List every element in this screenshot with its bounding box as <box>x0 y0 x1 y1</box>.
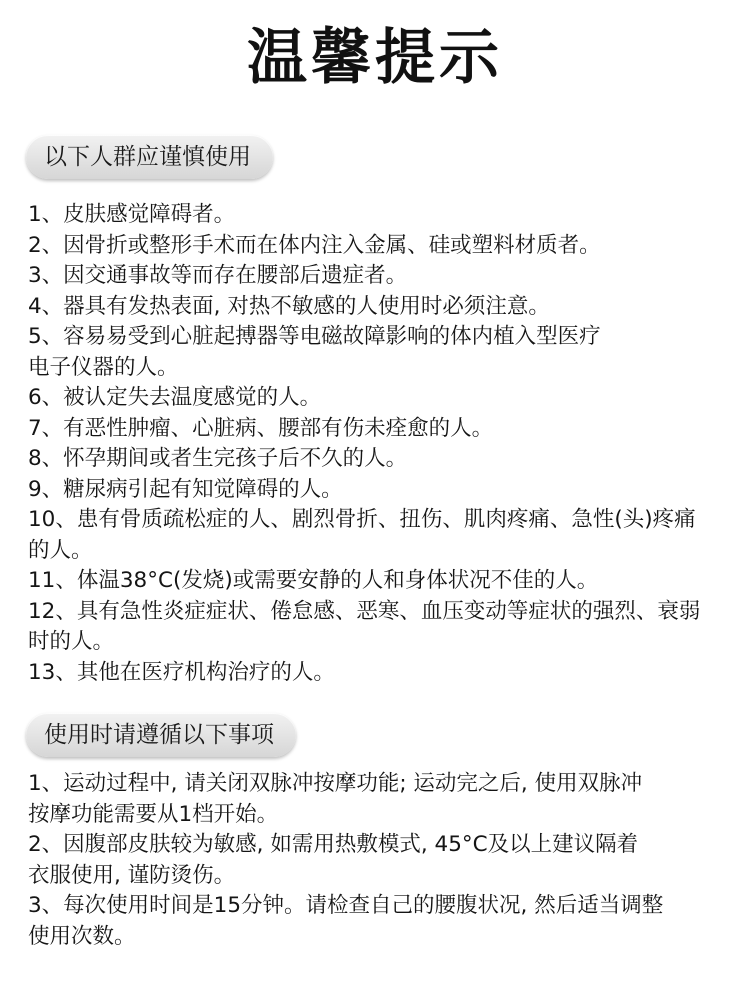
caution-item-12: 12、具有急性炎症症状、倦怠感、恶寒、血压变动等症状的强烈、衰弱 时的人。 <box>28 598 701 654</box>
section-header-usage: 使用时请遵循以下事项 <box>26 713 296 757</box>
caution-item-11: 11、体温38°C(发烧)或需要安静的人和身体状况不佳的人。 <box>28 568 599 593</box>
section-header-caution: 以下人群应谨慎使用 <box>26 135 273 179</box>
caution-item-7: 7、有恶性肿瘤、心脏病、腰部有伤未痊愈的人。 <box>28 415 494 441</box>
caution-item-1: 1、皮肤感觉障碍者。 <box>28 202 236 227</box>
caution-item-5: 5、容易易受到心脏起搏器等电磁故障影响的体内植入型医疗 电子仪器的人。 <box>28 324 601 380</box>
caution-item-4: 4、器具有发热表面, 对热不敏感的人使用时必须注意。 <box>28 293 550 319</box>
usage-item-1: 1、运动过程中, 请关闭双脉冲按摩功能; 运动完之后, 使用双脉冲 按摩功能需要从1档开始。 <box>28 771 643 827</box>
caution-item-10: 10、患有骨质疏松症的人、剧烈骨折、扭伤、肌肉疼痛、急性(头)疼痛 的人。 <box>28 507 696 563</box>
caution-item-6: 6、被认定失去温度感觉的人。 <box>28 385 322 410</box>
caution-item-13: 13、其他在医疗机构治疗的人。 <box>28 659 335 685</box>
caution-item-9: 9、糖尿病引起有知觉障碍的人。 <box>28 476 343 502</box>
caution-list <box>28 200 740 688</box>
usage-list <box>28 769 740 952</box>
page-title: 温馨提示 <box>247 23 503 93</box>
caution-item-3: 3、因交通事故等而存在腰部后遗症者。 <box>28 263 408 288</box>
usage-item-2: 2、因腹部皮肤较为敏感, 如需用热敷模式, 45°C及以上建议隔着 衣服使用, 谨防烫伤。 <box>28 832 639 888</box>
caution-item-2: 2、因骨折或整形手术而在体内注入金属、硅或塑料材质者。 <box>28 232 601 258</box>
usage-item-3: 3、每次使用时间是15分钟。请检查自己的腰腹状况, 然后适当调整 使用次数。 <box>28 893 664 949</box>
caution-item-8: 8、怀孕期间或者生完孩子后不久的人。 <box>28 446 408 471</box>
